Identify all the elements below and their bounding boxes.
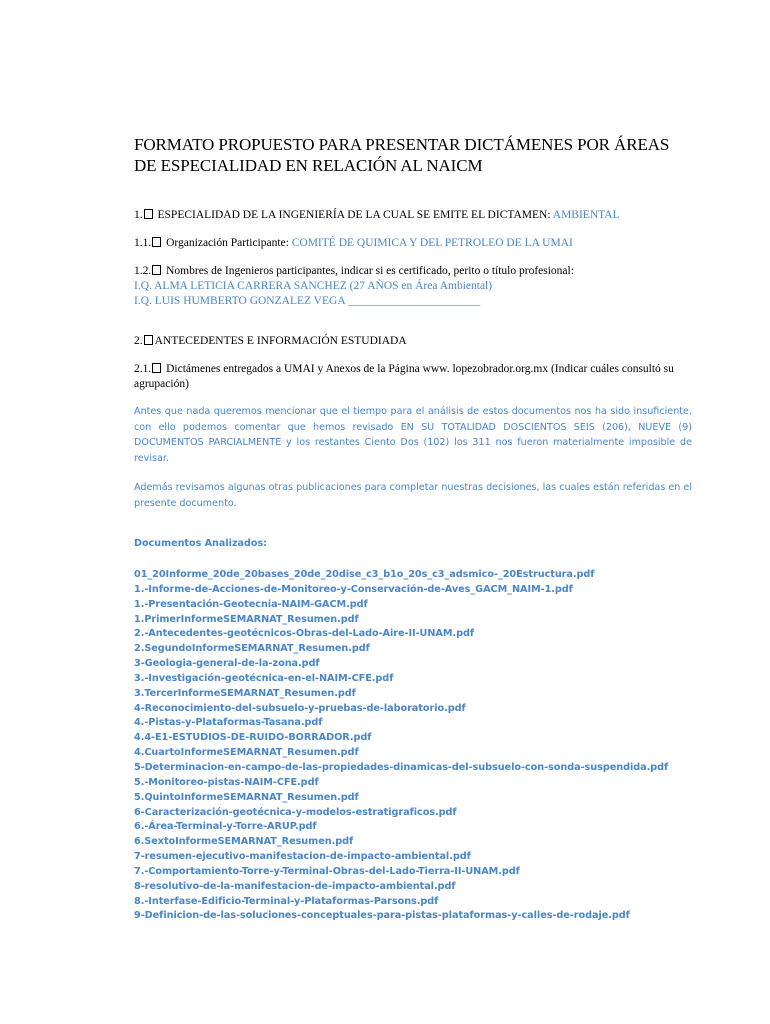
section-2-1-text: Dictámenes entregados a UMAI y Anexos de la Página www. lopezobrador.org.mx (Indicar cuáles consultó su (166, 363, 674, 375)
section-1 (134, 208, 704, 223)
paragraph-additional-publications: Además revisamos algunas otras publicaciones para completar nuestras decisiones, las cuales están referidas en el presente documento. (134, 482, 692, 509)
document-item: 4.-Pistas-y-Plataformas-Tasana.pdf (134, 717, 323, 729)
section-2 (134, 334, 704, 349)
paragraph-time-insufficient: Antes que nada queremos mencionar que el tiempo para el análisis de estos documentos nos ha sido insuficiente, con ello podemos comentar que hemos revisado EN SU TOTALIDAD DOSCIENTOS SEIS (206), NUEVE (9) DOCUMENTOS PARCIALMENTE y los restantes Ciento Dos (102) los 311 nos fueron materialmente imposible de revisar. (134, 406, 692, 464)
section-1-2-number: 1.2. (134, 265, 152, 277)
section-1-1-value: COMITÉ DE QUIMICA Y DEL PETROLEO DE LA UMAI (291, 237, 573, 249)
section-2-1-number: 2.1. (134, 363, 152, 375)
checkbox-icon (152, 265, 161, 275)
document-item: 2.-Antecedentes-geotécnicos-Obras-del-Lado-Aire-II-UNAM.pdf (134, 628, 475, 640)
checkbox-icon (144, 209, 153, 219)
checkbox-icon (144, 335, 153, 345)
section-2-1-text-cont: agrupación) (134, 378, 189, 390)
document-item: 4.CuartoInformeSEMARNAT_Resumen.pdf (134, 747, 359, 759)
document-item: 3.-Investigación-geotécnica-en-el-NAIM-CFE.pdf (134, 672, 394, 684)
document-item: 2.SegundoInformeSEMARNAT_Resumen.pdf (134, 643, 370, 655)
document-item: 01_20Informe_20de_20bases_20de_20dise_c3_b1o_20s_c3_adsmico-_20Estructura.pdf (134, 569, 595, 580)
section-1-label: ESPECIALIDAD DE LA INGENIERÍA DE LA CUAL SE EMITE EL DICTAMEN: (157, 209, 551, 221)
section-1-2-label: Nombres de Ingenieros participantes, indicar si es certificado, perito o título profesional: (166, 265, 574, 277)
documents-list (134, 568, 668, 924)
document-item: 8-resolutivo-de-la-manifestacion-de-impacto-ambiental.pdf (134, 880, 456, 892)
document-item: 1.-Presentación-Geotecnia-NAIM-GACM.pdf (134, 598, 368, 610)
checkbox-icon (152, 363, 161, 373)
checkbox-icon (152, 237, 161, 247)
document-item: 1.-Informe-de-Acciones-de-Monitoreo-y-Conservación-de-Aves_GACM_NAIM-1.pdf (134, 583, 573, 595)
document-item: 4.4-E1-ESTUDIOS-DE-RUIDO-BORRADOR.pdf (134, 732, 372, 744)
document-item: 9-Definicion-de-las-soluciones-conceptuales-para-pistas-plataformas-y-calles-de-rodaje.pdf (134, 910, 630, 922)
engineer-2: I.Q. LUIS HUMBERTO GONZALEZ VEGA _______________________ (134, 295, 481, 307)
document-item: 3-Geologia-general-de-la-zona.pdf (134, 658, 320, 670)
document-item: 7.-Comportamiento-Torre-y-Terminal-Obras-del-Lado-Tierra-II-UNAM.pdf (134, 865, 520, 877)
document-item: 6.SextoInformeSEMARNAT_Resumen.pdf (134, 836, 354, 848)
document-item: 7-resumen-ejecutivo-manifestacion-de-impacto-ambiental.pdf (134, 851, 471, 863)
document-item: 4-Reconocimiento-del-subsuelo-y-pruebas-de-laboratorio.pdf (134, 702, 466, 714)
section-1-2 (134, 264, 704, 279)
section-1-1-number: 1.1. (134, 237, 152, 249)
section-1-1 (134, 236, 704, 251)
document-item: 8.-Interfase-Edificio-Terminal-y-Plataformas-Parsons.pdf (134, 895, 439, 907)
section-2-1 (134, 362, 704, 377)
document-item: 3.TercerInformeSEMARNAT_Resumen.pdf (134, 687, 356, 699)
document-item: 6.-Área-Terminal-y-Torre-ARUP.pdf (134, 821, 317, 833)
engineer-1: I.Q. ALMA LETICIA CARRERA SANCHEZ (27 AÑOS en Área Ambiental) (134, 280, 493, 292)
document-item: 1.PrimerInformeSEMARNAT_Resumen.pdf (134, 613, 359, 625)
section-1-value: AMBIENTAL (552, 209, 620, 221)
section-2-number: 2. (134, 335, 143, 347)
document-item: 5.-Monitoreo-pistas-NAIM-CFE.pdf (134, 776, 319, 788)
section-2-label: ANTECEDENTES E INFORMACIÓN ESTUDIADA (154, 335, 407, 347)
document-item: 5-Determinacion-en-campo-de-las-propiedades-dinamicas-del-subsuelo-con-sonda-suspendida.pdf (134, 761, 669, 773)
documents-heading: Documentos Analizados: (134, 538, 268, 549)
document-item: 5.QuintoInformeSEMARNAT_Resumen.pdf (134, 791, 359, 803)
document-item: 6-Caracterización-geotécnica-y-modelos-estratigraficos.pdf (134, 806, 457, 818)
page-title: FORMATO PROPUESTO PARA PRESENTAR DICTÁMENES POR ÁREAS DE ESPECIALIDAD EN RELACIÓN AL NAICM (134, 135, 670, 175)
section-1-number: 1. (134, 209, 143, 221)
section-1-1-label: Organización Participante: (166, 237, 289, 249)
